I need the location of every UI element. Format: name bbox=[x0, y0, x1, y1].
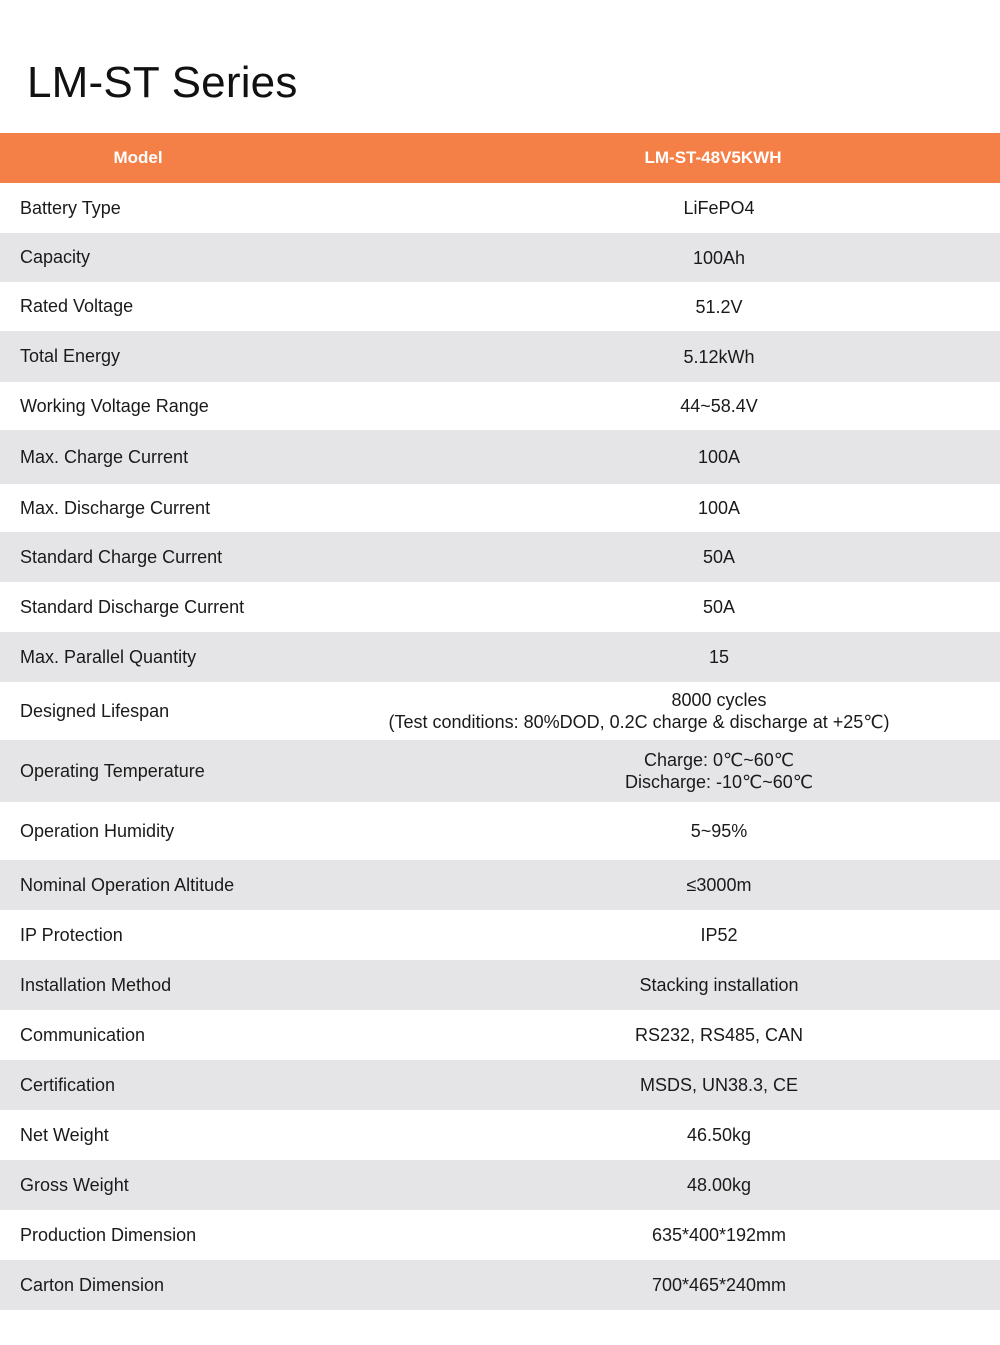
table-row bbox=[0, 682, 1000, 740]
row-label: Capacity bbox=[20, 247, 91, 267]
row-label: Installation Method bbox=[20, 974, 172, 995]
row-value: 700*465*240mm bbox=[651, 1275, 787, 1295]
row-label: Production Dimension bbox=[20, 1224, 197, 1245]
row-label: Standard Discharge Current bbox=[20, 596, 245, 617]
table-row bbox=[0, 331, 1000, 382]
table-row bbox=[0, 1210, 1000, 1260]
table-row bbox=[0, 632, 1000, 682]
row-value: 15 bbox=[708, 647, 730, 667]
row-value: 100Ah bbox=[692, 247, 746, 268]
row-label: Designed Lifespan bbox=[20, 700, 170, 721]
row-value-line-2: Discharge: -10℃~60℃ bbox=[624, 772, 813, 792]
table-row bbox=[0, 1010, 1000, 1060]
table-row bbox=[0, 1260, 1000, 1310]
spec-table bbox=[0, 133, 1000, 1310]
table-row bbox=[0, 1110, 1000, 1160]
table-row bbox=[0, 582, 1000, 632]
row-value bbox=[276, 740, 1000, 802]
row-value: 5~95% bbox=[690, 821, 748, 841]
row-value: LiFePO4 bbox=[683, 198, 755, 218]
row-value: ≤3000m bbox=[686, 875, 752, 895]
table-row bbox=[0, 910, 1000, 960]
table-row bbox=[0, 484, 1000, 532]
row-value: 100A bbox=[697, 447, 741, 467]
header-model-label: Model bbox=[113, 148, 163, 167]
table-row bbox=[0, 282, 1000, 331]
row-label: Total Energy bbox=[20, 346, 121, 366]
row-label: Standard Charge Current bbox=[20, 546, 223, 567]
row-value: 48.00kg bbox=[686, 1175, 752, 1195]
table-row bbox=[0, 532, 1000, 582]
row-value: 100A bbox=[697, 498, 741, 518]
row-value: 51.2V bbox=[695, 296, 743, 317]
row-value: 5.12kWh bbox=[683, 346, 755, 367]
table-header-row bbox=[0, 133, 1000, 183]
row-label: Operation Humidity bbox=[20, 820, 175, 841]
table-row bbox=[0, 1160, 1000, 1210]
row-value: 46.50kg bbox=[686, 1125, 752, 1145]
row-value-line-1: 8000 cycles bbox=[671, 690, 767, 710]
row-label: Certification bbox=[20, 1074, 116, 1095]
row-value: 50A bbox=[702, 547, 736, 567]
row-label: Nominal Operation Altitude bbox=[20, 874, 235, 895]
row-label: Communication bbox=[20, 1024, 146, 1045]
row-label: Working Voltage Range bbox=[20, 395, 209, 416]
table-row bbox=[0, 183, 1000, 233]
row-value: 44~58.4V bbox=[680, 396, 758, 416]
table-row bbox=[0, 382, 1000, 430]
row-value: IP52 bbox=[700, 925, 738, 945]
row-value-line-2: (Test conditions: 80%DOD, 0.2C charge & discharge at +25℃) bbox=[388, 712, 890, 732]
table-row bbox=[0, 233, 1000, 282]
table-row bbox=[0, 430, 1000, 484]
table-row bbox=[0, 1060, 1000, 1110]
table-row bbox=[0, 960, 1000, 1010]
table-row bbox=[0, 860, 1000, 910]
row-label: Max. Discharge Current bbox=[20, 497, 211, 518]
table-row bbox=[0, 802, 1000, 860]
row-label: Rated Voltage bbox=[20, 296, 134, 316]
table-row bbox=[0, 740, 1000, 802]
row-value-line-1: Charge: 0℃~60℃ bbox=[643, 750, 794, 770]
row-value: 635*400*192mm bbox=[651, 1225, 787, 1245]
row-value: Stacking installation bbox=[639, 975, 799, 995]
row-label: Battery Type bbox=[20, 197, 121, 218]
row-label: Gross Weight bbox=[20, 1174, 129, 1195]
row-value: RS232, RS485, CAN bbox=[634, 1025, 804, 1045]
page-title: LM-ST Series bbox=[27, 58, 298, 107]
row-value bbox=[276, 682, 1000, 740]
row-label: Operating Temperature bbox=[20, 760, 205, 781]
row-label: Max. Parallel Quantity bbox=[20, 646, 197, 667]
row-label: Carton Dimension bbox=[20, 1274, 165, 1295]
row-label: Max. Charge Current bbox=[20, 446, 189, 467]
row-label: IP Protection bbox=[20, 924, 123, 945]
row-value: 50A bbox=[702, 597, 736, 617]
row-value: MSDS, UN38.3, CE bbox=[639, 1075, 799, 1095]
header-model-value: LM-ST-48V5KWH bbox=[644, 148, 782, 167]
row-label: Net Weight bbox=[20, 1124, 109, 1145]
